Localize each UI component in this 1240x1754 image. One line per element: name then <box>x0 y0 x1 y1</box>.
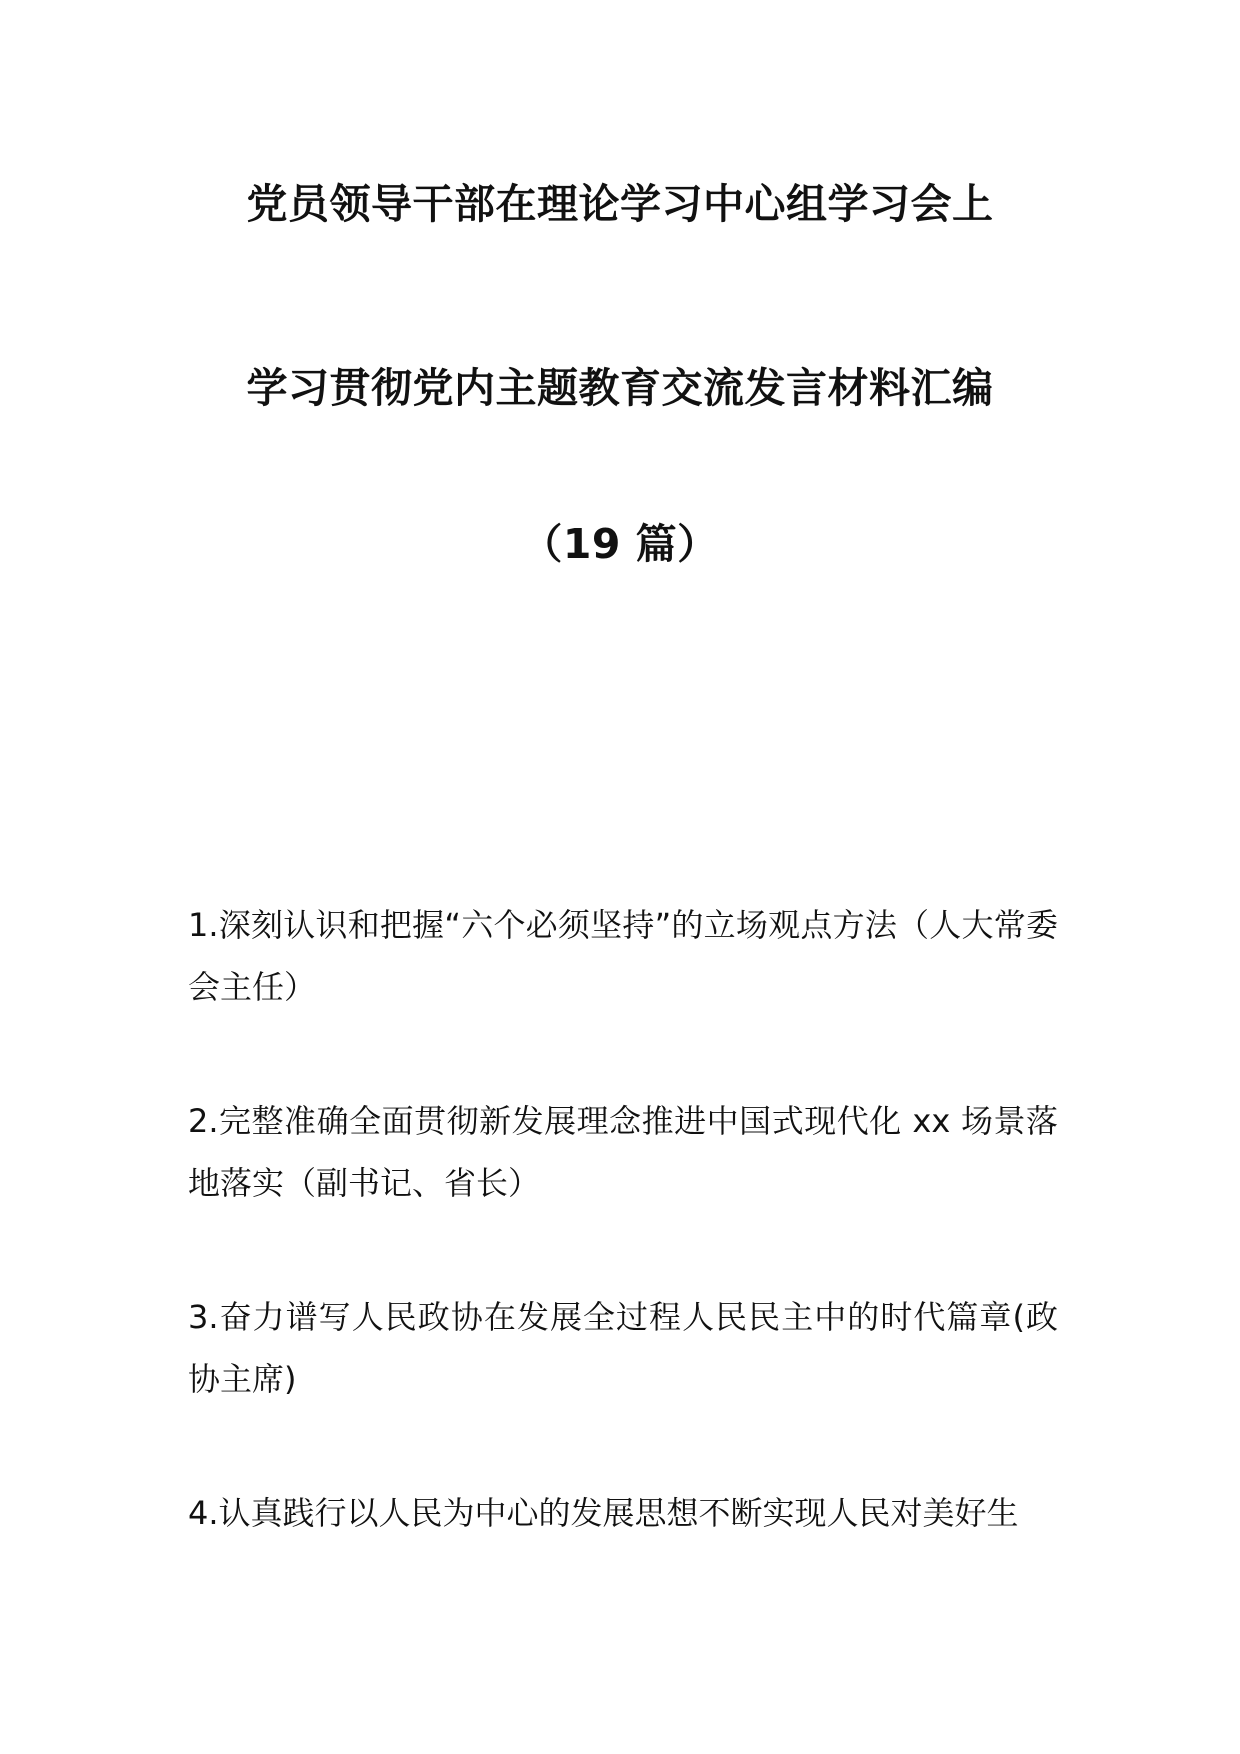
toc-item: 3.奋力谱写人民政协在发展全过程人民民主中的时代篇章(政协主席) <box>188 1298 1058 1398</box>
toc-item: 2.完整准确全面贯彻新发展理念推进中国式现代化 xx 场景落地落实（副书记、省长） <box>188 1102 1058 1202</box>
toc-item: 1.深刻认识和把握“六个必须坚持”的立场观点方法（人大常委会主任） <box>188 906 1058 1006</box>
table-of-contents <box>188 894 1058 1616</box>
title-count: （19 篇） <box>521 520 719 568</box>
title-line: 党员领导干部在理论学习中心组学习会上 <box>246 180 994 228</box>
toc-item: 4.认真践行以人民为中心的发展思想不断实现人民对美好生 <box>188 1494 1019 1532</box>
title-line: 学习贯彻党内主题教育交流发言材料汇编 <box>246 364 994 412</box>
